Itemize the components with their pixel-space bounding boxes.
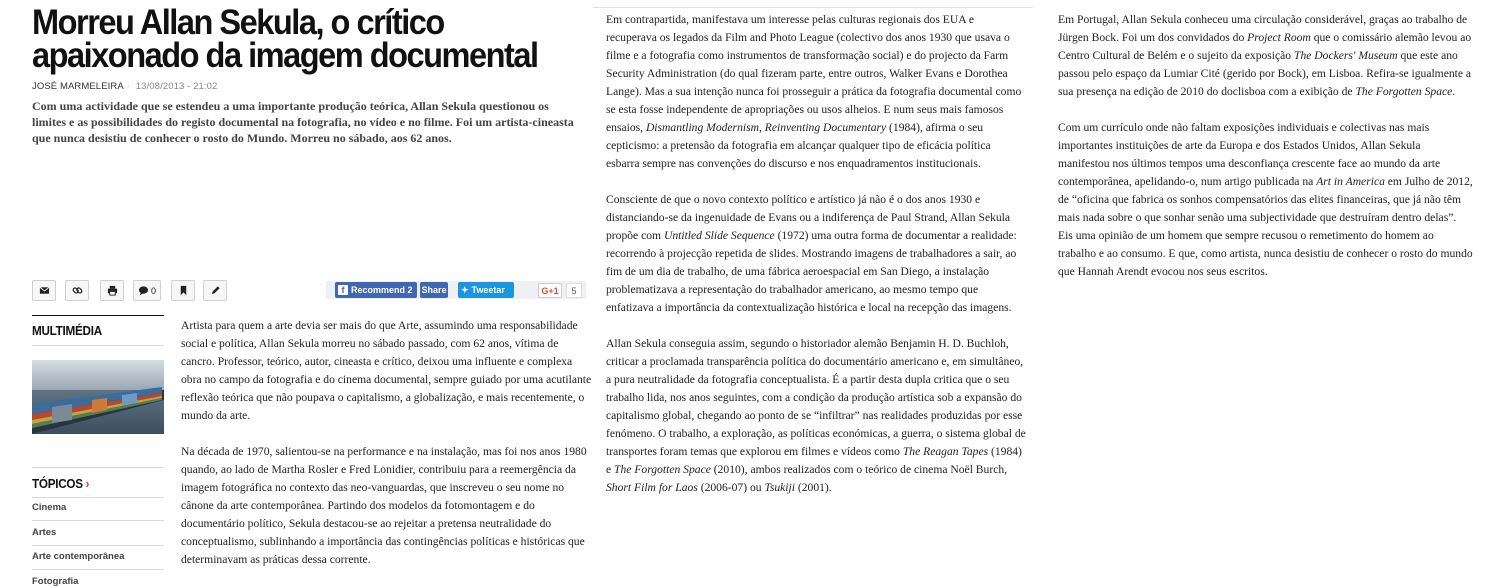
topic-link-fotografia[interactable]: Fotografia bbox=[32, 576, 79, 586]
body-paragraph: Na década de 1970, salientou-se na performance e na instalação, mas foi nos anos 1980 quando, ao lado de Martha Rosler e Fred Lonidier, contribuiu para a reemergência da imagem fotográfica no contexto das neo-vanguardas, que inscreveu o seu nome no cânone da arte contemporânea. Partindo dos modelos da fotomontagem e do documentário político, Sekula destacou-se ao rejeitar a pretensa neutralidade do conceptualismo, sublinhando a importância das contingências políticas e históricas que determinavam as práticas dessa corrente. bbox=[181, 445, 587, 566]
article-body-column-3 bbox=[1058, 11, 1473, 299]
multimedia-thumbnail[interactable] bbox=[32, 360, 164, 434]
topics-heading[interactable]: TÓPICOS › bbox=[32, 476, 90, 491]
link-button[interactable] bbox=[65, 280, 89, 301]
topic-link-arte-contemporanea[interactable]: Arte contemporânea bbox=[32, 551, 125, 562]
comments-button[interactable] bbox=[133, 280, 161, 301]
bookmark-icon bbox=[178, 285, 189, 296]
body-paragraph: Artista para quem a arte devia ser mais do que Arte, assumindo uma responsabilidade social e política, Allan Sekula morreu no sábado passado, com 62 anos, vítima de cancro. Professor, teórico, autor, cineasta e crítico, deixou uma influente e complexa obra no campo da fotografia e do cinema documental, sempre guiado por uma acutilante reflexão teórica que não poupava o capitalismo, a globalização, e mais recentemente, o mundo da arte. bbox=[181, 319, 592, 422]
article-body-column-1 bbox=[181, 317, 593, 586]
facebook-share-button[interactable]: Share bbox=[420, 282, 448, 298]
body-paragraph: Com um currículo onde não faltam exposições individuais e colectivas nas mais importantes instituições de arte da Europa e dos Estados Unidos, Allan Sekula manifestou nos últimos tempos uma desconfiança crescente face ao mundo da arte contemporânea, apelidando-o, num artigo publicada na Art in America em Julho de 2012, de “oficina que fabrica os sonhos compensatórios das elites financeiras, que já não têm mais nada sobre o que sonhar senão uma subjectividade que destruíram dentro delas”. Eis uma opinião de um homem que sempre recusou o remetimento do homem ao trabalho e ao consumo. E que, como artista, nunca desistiu de conhecer o rosto do mundo que Hannah Arendt evocou nos seus escritos. bbox=[1058, 121, 1473, 278]
print-button[interactable] bbox=[100, 280, 124, 301]
comment-icon bbox=[138, 285, 149, 296]
body-paragraph: Allan Sekula conseguia assim, segundo o historiador alemão Benjamin H. D. Buchloh, criticar a proclamada transparência política do documentário americano e, em simultâneo, a pura neutralidade da fotografia conceptualista. É a partir desta dupla critica que o seu trabalho lida, nos anos seguintes, com a condição da produção artística sob a expansão do capitalismo global, chegando ao ponto de se “infiltrar” nas realidades produzidas por esse fenómeno. O trabalho, a exploração, as políticas económicas, a guerra, o sistema global de transportes foram temas que explorou em filmes e vídeos como The Reagan Tapes (1984) e The Forgotten Space (2010), ambos realizados com o teórico de cinema Noël Burch, Short Film for Laos (2006-07) ou Tsukiji (2001). bbox=[606, 337, 1026, 494]
article-body-column-2 bbox=[606, 11, 1026, 515]
email-button[interactable] bbox=[32, 280, 56, 301]
social-share-bar bbox=[326, 281, 586, 299]
topic-link-cinema[interactable]: Cinema bbox=[32, 502, 67, 513]
comments-count: 0 bbox=[150, 285, 156, 296]
body-paragraph: Em contrapartida, manifestava um interesse pelas culturas regionais dos EUA e recuperava os legados da Film and Photo League (colectivo dos anos 1930 que usava o filme e a fotografia como instrumentos de transformação social) e do projecto da Farm Security Administration (do qual fizeram parte, entre outros, Walker Evans e Dorothea Lange). Mas a sua intenção nunca foi prosseguir a prática da fotografia documental como se esta fosse independente de apropriações ou usos alheios. E num seus mais famosos ensaios, Dismantling Modernism, Reinventing Documentary (1984), afirma o seu cepticismo: a pretensão da fotografia em alcançar qualquer tipo de eficácia política esbarra sempre nas convenções do discurso e nos enquadramentos institucionais. bbox=[606, 13, 1022, 170]
pencil-icon bbox=[210, 285, 221, 296]
edit-button[interactable] bbox=[203, 280, 227, 301]
link-icon bbox=[72, 285, 83, 296]
topic-link-artes[interactable]: Artes bbox=[32, 527, 57, 538]
byline: JOSÉ MARMELEIRA · 13/08/2013 - 21:02 bbox=[32, 81, 218, 92]
facebook-recommend-button[interactable]: f Recommend 2 bbox=[335, 282, 417, 298]
envelope-icon bbox=[39, 285, 50, 296]
body-paragraph: Consciente de que o novo contexto político e artístico já não é o dos anos 1930 e distanciando-se da ingenuidade de Evans ou a indiferença de Paul Strand, Allan Sekula propõe com Untitled Slide Sequence (1972) uma outra forma de documentar a realidade: recorrendo à projecção repetida de slides. Mostrando imagens de trabalhadores a sair, ao fim de um dia de trabalho, de uma fábrica aeroespacial em San Diego, a instalação problematizava a representação do trabalhador americano, ao mesmo tempo que enfatizava a importância da contextualização histórica e local na recepção das imagens. bbox=[606, 193, 1017, 314]
google-plus-button[interactable]: G+1 bbox=[538, 283, 562, 298]
body-paragraph: Em Portugal, Allan Sekula conheceu uma circulação considerável, graças ao trabalho de Jürgen Bock. Foi um dos convidados do Project Room que o comissário alemão levou ao Centro Cultural de Belém e o sujeito da exposição The Dockers' Museum que este ano passou pelo espaço da Lumiar Cité (gerido por Bock), em Lisboa. Refira-se igualmente a sua presença na edição de 2010 do doclisboa com a exibição de The Forgotten Space. bbox=[1058, 13, 1472, 98]
article-lede: Com uma actividade que se estendeu a uma importante produção teórica, Allan Sekula questionou os limites e as possibilidades do registo documental na fotografia, no vídeo e no filme. Foi um artista-cineasta que nunca desistiu de conhecer o rosto do Mundo. Morreu no sábado, aos 62 anos. bbox=[32, 99, 574, 145]
article-headline: Morreu Allan Sekula, o crítico apaixonado da imagem documental bbox=[32, 3, 538, 75]
twitter-bird-icon: ✦ bbox=[461, 284, 469, 295]
print-icon bbox=[107, 285, 118, 296]
multimedia-heading[interactable]: MULTIMÉDIA bbox=[32, 323, 102, 338]
google-plus-count: 5 bbox=[566, 283, 582, 298]
facebook-icon: f bbox=[338, 285, 348, 295]
bookmark-button[interactable] bbox=[171, 280, 195, 301]
author-name[interactable]: JOSÉ MARMELEIRA bbox=[32, 81, 124, 92]
chevron-right-icon: › bbox=[85, 476, 90, 491]
publish-date: 13/08/2013 - 21:02 bbox=[135, 81, 218, 92]
tweet-button[interactable]: ✦ Tweetar bbox=[458, 282, 514, 298]
